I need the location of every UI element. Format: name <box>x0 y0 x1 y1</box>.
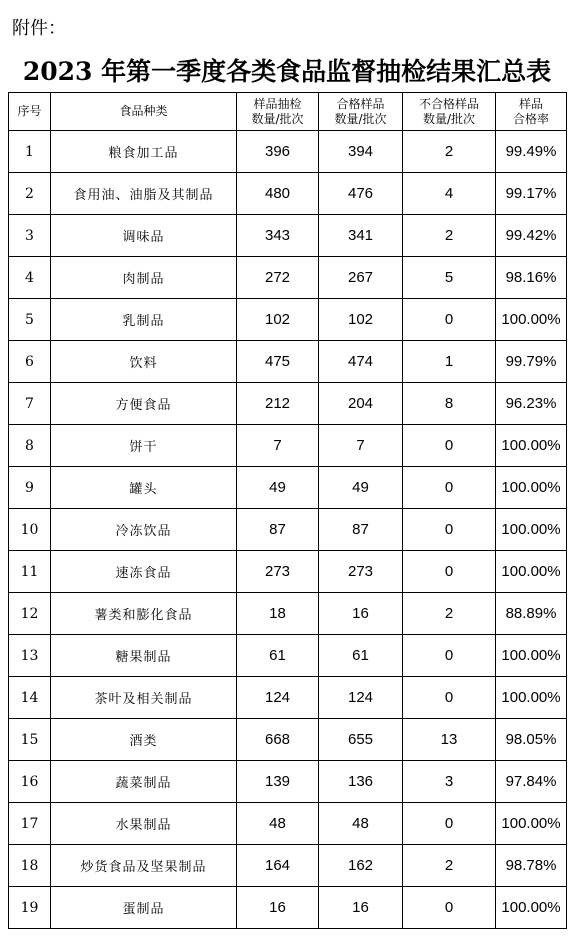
cell-rate: 100.00% <box>496 887 567 929</box>
cell-qualified: 48 <box>319 803 403 845</box>
cell-qualified: 136 <box>319 761 403 803</box>
table-row <box>9 887 567 929</box>
cell-rate: 98.78% <box>496 845 567 887</box>
cell-unqualified: 0 <box>403 635 496 677</box>
cell-rate: 99.49% <box>496 131 567 173</box>
table-row <box>9 551 567 593</box>
table-row <box>9 761 567 803</box>
cell-category: 罐头 <box>51 467 237 509</box>
cell-category: 糖果制品 <box>51 635 237 677</box>
cell-category: 速冻食品 <box>51 551 237 593</box>
cell-rate: 100.00% <box>496 803 567 845</box>
cell-no: 11 <box>9 551 51 593</box>
cell-category: 饼干 <box>51 425 237 467</box>
cell-rate: 100.00% <box>496 425 567 467</box>
cell-category: 蔬菜制品 <box>51 761 237 803</box>
cell-category: 酒类 <box>51 719 237 761</box>
cell-unqualified: 5 <box>403 257 496 299</box>
cell-rate: 99.42% <box>496 215 567 257</box>
cell-rate: 100.00% <box>496 509 567 551</box>
table-row <box>9 341 567 383</box>
cell-qualified: 49 <box>319 467 403 509</box>
cell-unqualified: 0 <box>403 467 496 509</box>
cell-sampled: 480 <box>237 173 319 215</box>
attachment-label: 附件： <box>12 18 66 39</box>
table-row <box>9 635 567 677</box>
cell-category: 粮食加工品 <box>51 131 237 173</box>
cell-no: 13 <box>9 635 51 677</box>
cell-no: 7 <box>9 383 51 425</box>
cell-no: 15 <box>9 719 51 761</box>
cell-sampled: 87 <box>237 509 319 551</box>
cell-rate: 98.05% <box>496 719 567 761</box>
cell-category: 薯类和膨化食品 <box>51 593 237 635</box>
cell-category: 炒货食品及坚果制品 <box>51 845 237 887</box>
cell-no: 2 <box>9 173 51 215</box>
cell-no: 10 <box>9 509 51 551</box>
table-row <box>9 215 567 257</box>
cell-qualified: 267 <box>319 257 403 299</box>
cell-qualified: 474 <box>319 341 403 383</box>
cell-sampled: 48 <box>237 803 319 845</box>
cell-unqualified: 0 <box>403 677 496 719</box>
cell-qualified: 341 <box>319 215 403 257</box>
header-qualified-line2: 数量/批次 <box>334 111 387 126</box>
header-sampled-line2: 数量/批次 <box>251 111 304 126</box>
header-unqualified <box>403 93 496 131</box>
table-row <box>9 257 567 299</box>
cell-sampled: 61 <box>237 635 319 677</box>
cell-category: 食用油、油脂及其制品 <box>51 173 237 215</box>
cell-qualified: 655 <box>319 719 403 761</box>
cell-sampled: 164 <box>237 845 319 887</box>
table-row <box>9 719 567 761</box>
cell-unqualified: 0 <box>403 425 496 467</box>
table-row <box>9 173 567 215</box>
header-no-text: 序号 <box>17 104 42 118</box>
cell-unqualified: 3 <box>403 761 496 803</box>
cell-no: 14 <box>9 677 51 719</box>
header-no <box>9 93 51 131</box>
cell-rate: 99.79% <box>496 341 567 383</box>
table-row <box>9 467 567 509</box>
cell-rate: 98.16% <box>496 257 567 299</box>
cell-unqualified: 2 <box>403 593 496 635</box>
cell-unqualified: 13 <box>403 719 496 761</box>
cell-category: 调味品 <box>51 215 237 257</box>
cell-qualified: 16 <box>319 593 403 635</box>
header-sampled <box>237 93 319 131</box>
cell-category: 茶叶及相关制品 <box>51 677 237 719</box>
cell-qualified: 394 <box>319 131 403 173</box>
cell-category: 肉制品 <box>51 257 237 299</box>
cell-category: 乳制品 <box>51 299 237 341</box>
cell-qualified: 204 <box>319 383 403 425</box>
cell-no: 12 <box>9 593 51 635</box>
cell-sampled: 139 <box>237 761 319 803</box>
cell-sampled: 212 <box>237 383 319 425</box>
cell-unqualified: 0 <box>403 299 496 341</box>
header-qualified-line1: 合格样品 <box>336 96 385 111</box>
cell-category: 冷冻饮品 <box>51 509 237 551</box>
table-row <box>9 131 567 173</box>
cell-unqualified: 4 <box>403 173 496 215</box>
cell-qualified: 124 <box>319 677 403 719</box>
cell-sampled: 343 <box>237 215 319 257</box>
cell-category: 方便食品 <box>51 383 237 425</box>
cell-sampled: 396 <box>237 131 319 173</box>
header-qualified <box>319 93 403 131</box>
cell-category: 饮料 <box>51 341 237 383</box>
cell-rate: 100.00% <box>496 299 567 341</box>
cell-sampled: 102 <box>237 299 319 341</box>
cell-rate: 100.00% <box>496 635 567 677</box>
cell-unqualified: 1 <box>403 341 496 383</box>
cell-unqualified: 0 <box>403 887 496 929</box>
table-row <box>9 845 567 887</box>
cell-rate: 100.00% <box>496 677 567 719</box>
cell-rate: 99.17% <box>496 173 567 215</box>
cell-no: 6 <box>9 341 51 383</box>
cell-qualified: 162 <box>319 845 403 887</box>
cell-qualified: 87 <box>319 509 403 551</box>
table-row <box>9 677 567 719</box>
cell-no: 17 <box>9 803 51 845</box>
header-unqualified-line1: 不合格样品 <box>418 96 479 111</box>
cell-category: 蛋制品 <box>51 887 237 929</box>
header-rate <box>496 93 567 131</box>
cell-unqualified: 0 <box>403 803 496 845</box>
cell-sampled: 49 <box>237 467 319 509</box>
cell-no: 5 <box>9 299 51 341</box>
cell-no: 9 <box>9 467 51 509</box>
cell-rate: 100.00% <box>496 467 567 509</box>
cell-no: 1 <box>9 131 51 173</box>
header-category <box>51 93 237 131</box>
cell-qualified: 273 <box>319 551 403 593</box>
cell-qualified: 476 <box>319 173 403 215</box>
cell-unqualified: 0 <box>403 551 496 593</box>
cell-sampled: 273 <box>237 551 319 593</box>
table-row <box>9 509 567 551</box>
cell-unqualified: 2 <box>403 131 496 173</box>
cell-sampled: 7 <box>237 425 319 467</box>
results-table <box>8 92 567 929</box>
cell-unqualified: 2 <box>403 215 496 257</box>
cell-no: 18 <box>9 845 51 887</box>
cell-sampled: 475 <box>237 341 319 383</box>
header-rate-line2: 合格率 <box>512 111 549 126</box>
cell-unqualified: 2 <box>403 845 496 887</box>
cell-no: 19 <box>9 887 51 929</box>
table-row <box>9 383 567 425</box>
cell-no: 4 <box>9 257 51 299</box>
cell-no: 16 <box>9 761 51 803</box>
cell-rate: 88.89% <box>496 593 567 635</box>
table-body <box>9 131 567 929</box>
cell-no: 8 <box>9 425 51 467</box>
header-sampled-line1: 样品抽检 <box>253 96 302 111</box>
cell-unqualified: 0 <box>403 509 496 551</box>
cell-rate: 96.23% <box>496 383 567 425</box>
header-category-text: 食品种类 <box>119 104 168 118</box>
cell-qualified: 61 <box>319 635 403 677</box>
table-row <box>9 803 567 845</box>
table-row <box>9 425 567 467</box>
cell-qualified: 16 <box>319 887 403 929</box>
header-row <box>9 93 567 131</box>
table-row <box>9 593 567 635</box>
header-rate-line1: 样品 <box>518 96 543 111</box>
cell-sampled: 16 <box>237 887 319 929</box>
table-row <box>9 299 567 341</box>
cell-qualified: 102 <box>319 299 403 341</box>
document-title: 2023 年第一季度各类食品监督抽检结果汇总表 <box>22 57 552 86</box>
cell-unqualified: 8 <box>403 383 496 425</box>
cell-rate: 97.84% <box>496 761 567 803</box>
cell-category: 水果制品 <box>51 803 237 845</box>
cell-no: 3 <box>9 215 51 257</box>
cell-sampled: 668 <box>237 719 319 761</box>
cell-sampled: 124 <box>237 677 319 719</box>
cell-qualified: 7 <box>319 425 403 467</box>
cell-sampled: 272 <box>237 257 319 299</box>
header-unqualified-line2: 数量/批次 <box>422 111 476 126</box>
cell-rate: 100.00% <box>496 551 567 593</box>
cell-sampled: 18 <box>237 593 319 635</box>
